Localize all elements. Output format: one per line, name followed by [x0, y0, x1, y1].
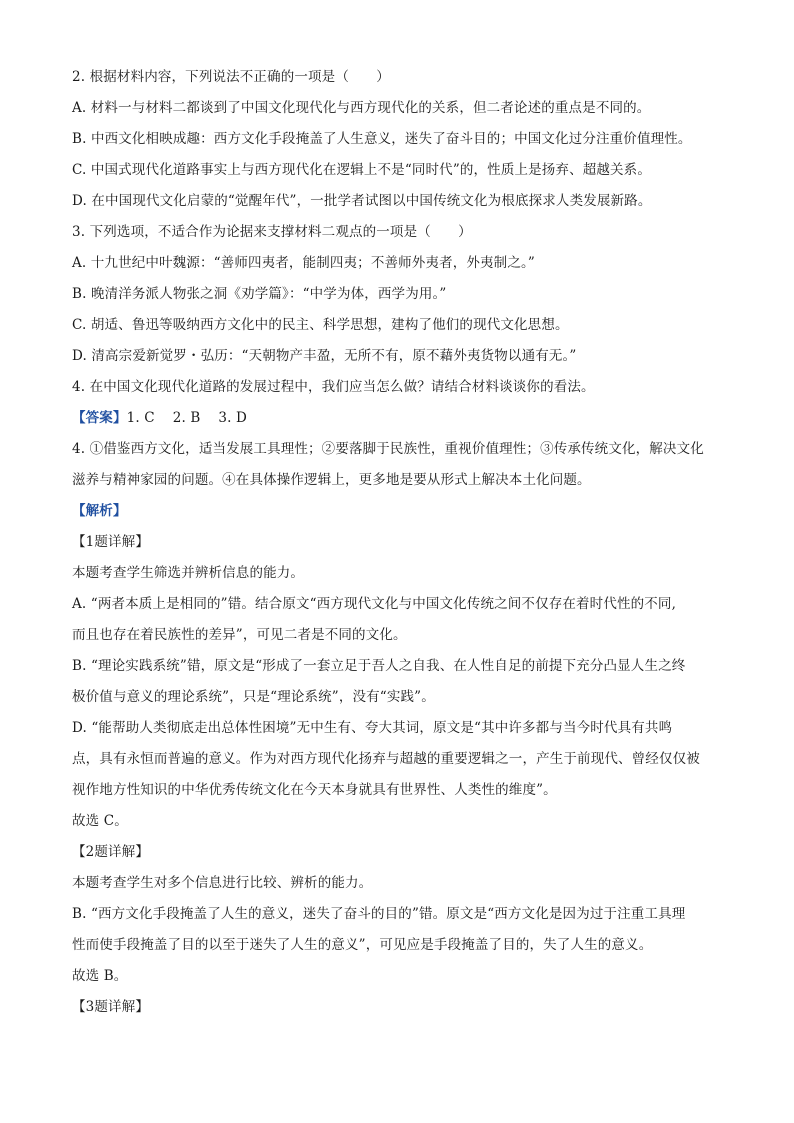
- question-2-option-c: C. 中国式现代化道路事实上与西方现代化在逻辑上不是“同时代”的，性质上是扬弃、超越关系。: [72, 162, 651, 178]
- analysis-tag: 【解析】: [72, 503, 127, 519]
- answer-2: 2. B: [172, 410, 201, 426]
- detail-1-line: A. “两者本质上是相同的”错。结合原文“西方现代文化与中国文化传统之间不仅存在着时代性的不同,: [72, 596, 677, 612]
- question-3-stem: 3. 下列选项，不适合作为论据来支撑材料二观点的一项是（ ）: [72, 224, 472, 240]
- answer-tag: 【答案】: [72, 410, 127, 426]
- detail-1-line: B. “理论实践系统”错，原文是“形成了一套立足于吾人之自我、在人性自足的前提下充分凸显人生之终: [72, 658, 686, 674]
- detail-1-line: D. “能帮助人类彻底走出总体性困境”无中生有、夸大其词，原文是“其中许多都与当今时代具有共鸣: [72, 720, 673, 736]
- document-page: [72, 62, 732, 1023]
- detail-1-line: 极价值与意义的理论系统”，只是“理论系统”，没有“实践”。: [72, 689, 435, 705]
- detail-1-conclusion: 故选 C。: [72, 813, 128, 829]
- detail-1-line: 而且也存在着民族性的差异”，可见二者是不同的文化。: [72, 627, 407, 643]
- detail-1-line: 本题考查学生筛选并辨析信息的能力。: [72, 565, 305, 581]
- detail-1-line: 点，具有永恒而普遍的意义。作为对西方现代化扬弃与超越的重要逻辑之一，产生于前现代、曾经仅仅被: [72, 751, 700, 767]
- detail-1-line: 视作地方性知识的中华优秀传统文化在今天本身就具有世界性、人类性的维度”。: [72, 782, 557, 798]
- question-4-stem: 4. 在中国文化现代化道路的发展过程中，我们应当怎么做？请结合材料谈谈你的看法。: [72, 379, 595, 395]
- detail-2-heading: 【2题详解】: [72, 844, 149, 860]
- question-3-option-a: A. 十九世纪中叶魏源：“善师四夷者，能制四夷；不善师外夷者，外夷制之。”: [72, 255, 535, 271]
- question-2-stem: 2. 根据材料内容，下列说法不正确的一项是（ ）: [72, 69, 390, 85]
- detail-2-line: B. “西方文化手段掩盖了人生的意义，迷失了奋斗的目的”错。原文是“西方文化是因为过于注重工具理: [72, 906, 686, 922]
- question-3-option-c: C. 胡适、鲁迅等吸纳西方文化中的民主、科学思想，建构了他们的现代文化思想。: [72, 317, 569, 333]
- detail-2-line: 本题考查学生对多个信息进行比较、辨析的能力。: [72, 875, 373, 891]
- answer-4-line-2: 滋养与精神家园的问题。④在具体操作逻辑上，更多地是要从形式上解决本土化问题。: [72, 472, 591, 488]
- detail-2-conclusion: 故选 B。: [72, 968, 128, 984]
- question-2-option-d: D. 在中国现代文化启蒙的“觉醒年代”，一批学者试图以中国传统文化为根底探求人类发展新路。: [72, 193, 652, 209]
- answer-3: 3. D: [218, 410, 248, 426]
- answer-line: [72, 403, 732, 434]
- question-2-option-a: A. 材料一与材料二都谈到了中国文化现代化与西方现代化的关系，但二者论述的重点是不同的。: [72, 100, 651, 116]
- answer-1: 1. C: [126, 410, 155, 426]
- detail-1-heading: 【1题详解】: [72, 534, 149, 550]
- question-3-option-b: B. 晚清洋务派人物张之洞《劝学篇》：“中学为体，西学为用。”: [72, 286, 447, 302]
- detail-2-line: 性而使手段掩盖了目的以至于迷失了人生的意义”，可见应是手段掩盖了目的，失了人生的意义。: [72, 937, 653, 953]
- detail-3-heading: 【3题详解】: [72, 999, 149, 1015]
- question-2-option-b: B. 中西文化相映成趣：西方文化手段掩盖了人生意义，迷失了奋斗目的；中国文化过分注重价值理性。: [72, 131, 692, 147]
- question-3-option-d: D. 清高宗爱新觉罗・弘历：“天朝物产丰盈，无所不有，原不藉外夷货物以通有无。”: [72, 348, 577, 364]
- answer-4-line-1: 4. ①借鉴西方文化，适当发展工具理性；②要落脚于民族性，重视价值理性；③传承传统文化，解决文化: [72, 441, 704, 457]
